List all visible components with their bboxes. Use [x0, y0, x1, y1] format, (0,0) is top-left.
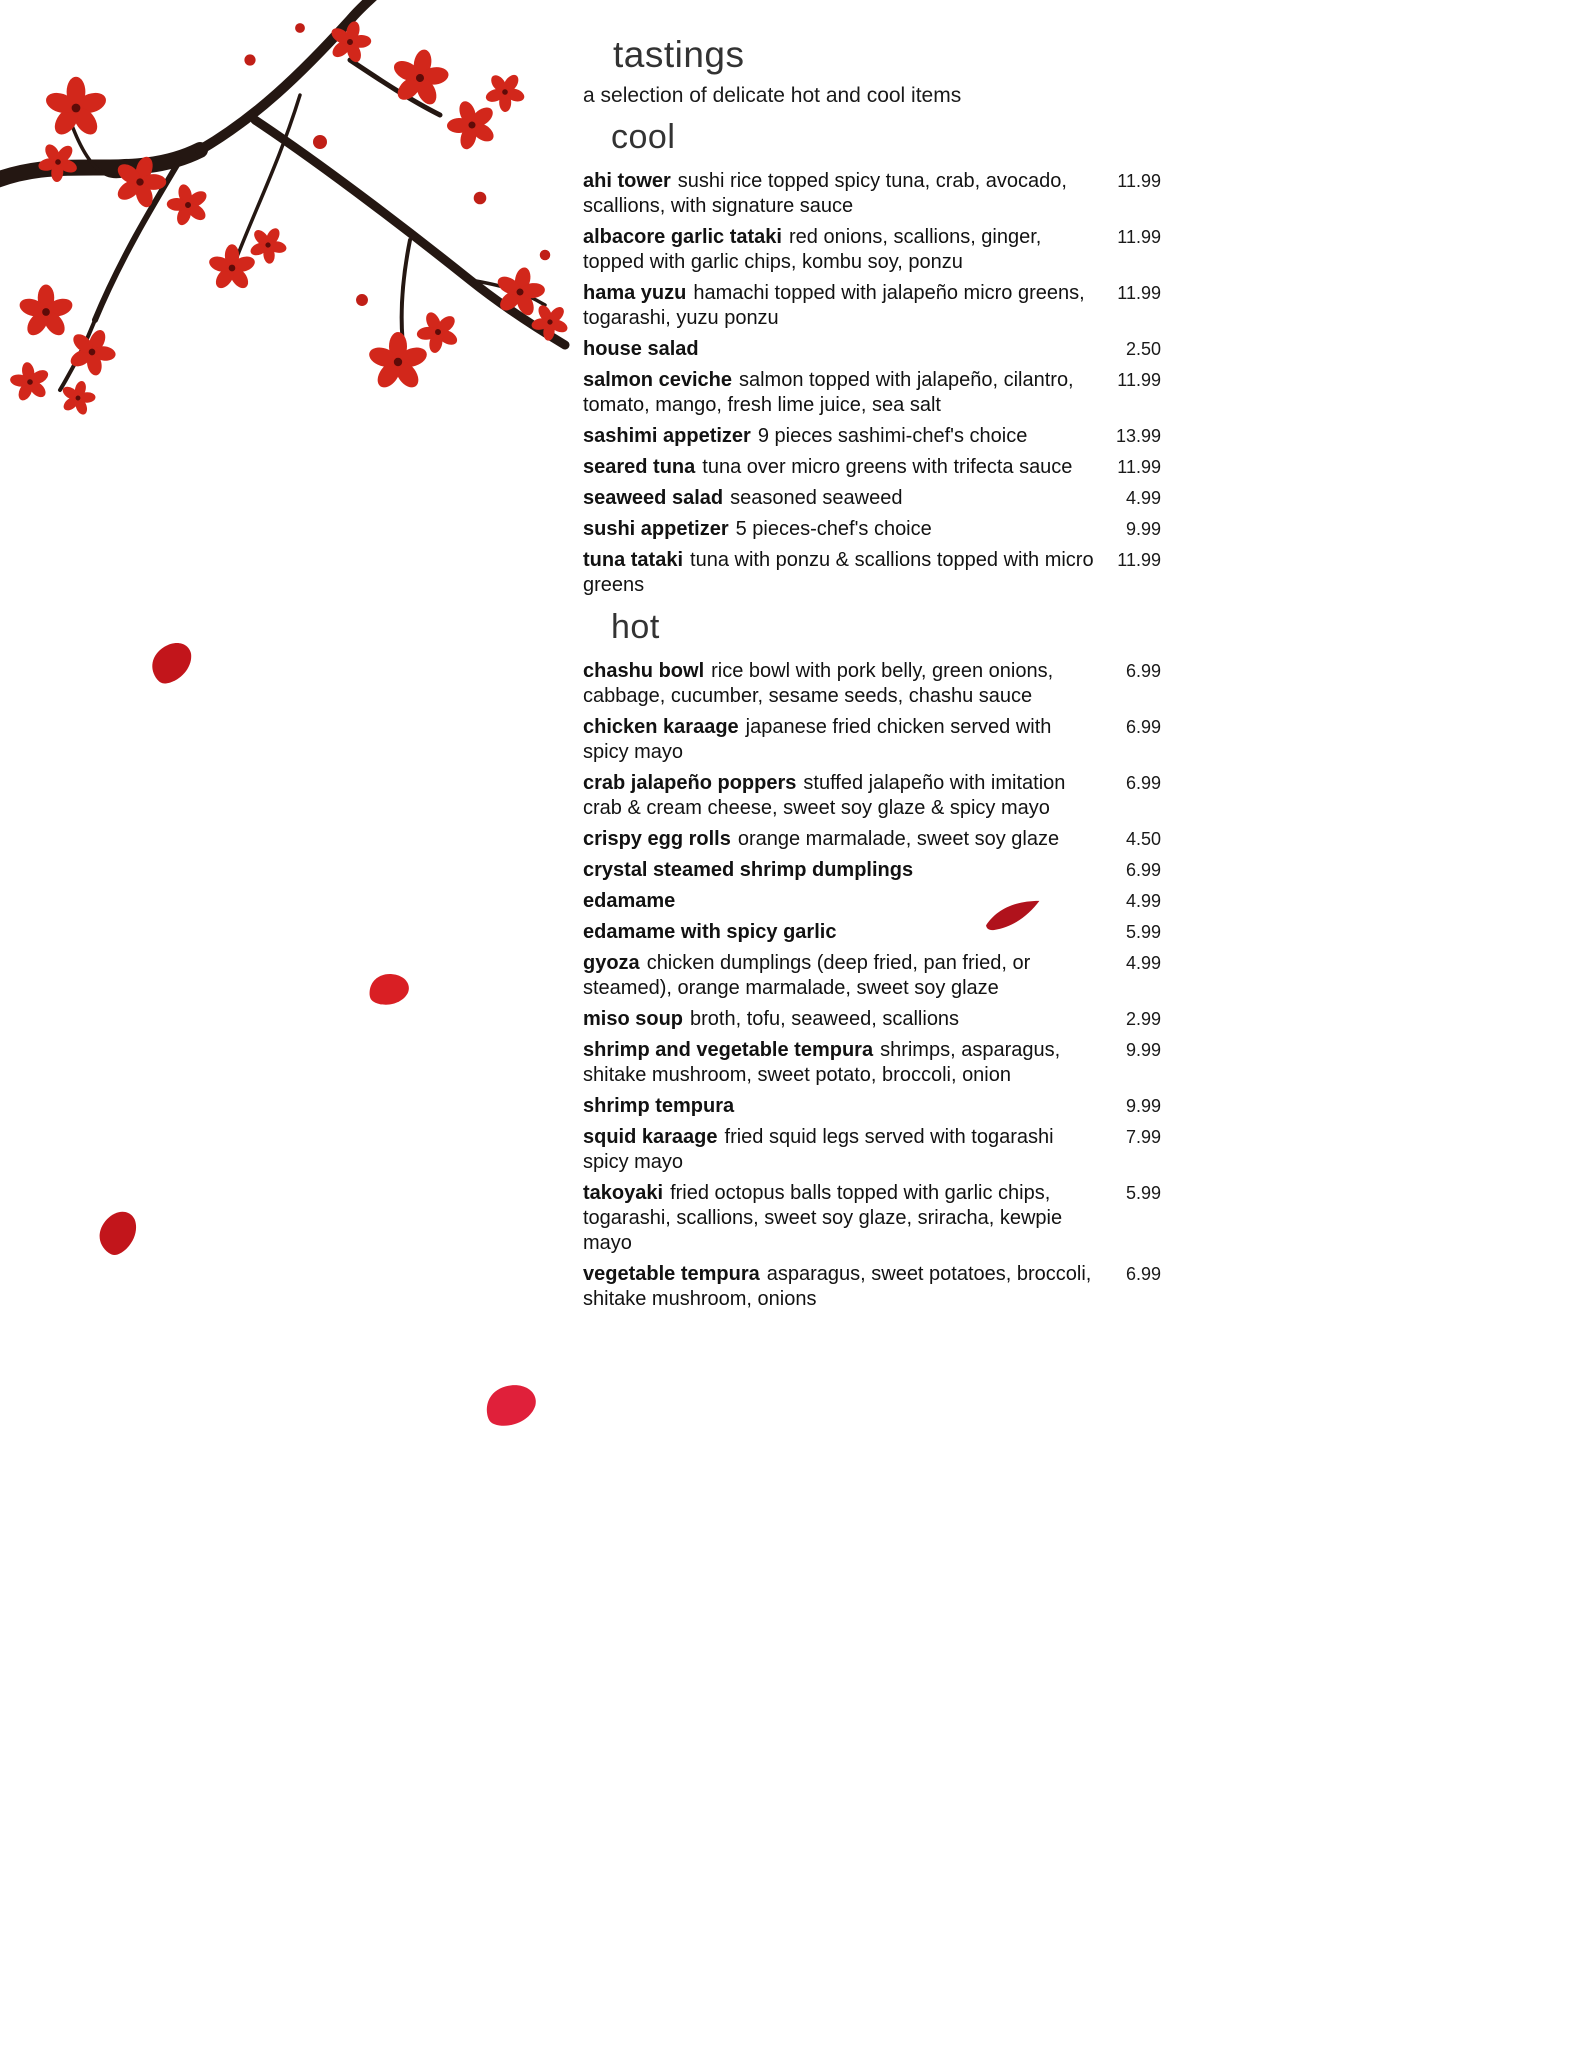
menu-item: [583, 951, 1161, 1001]
item-description: broth, tofu, seaweed, scallions: [690, 1008, 960, 1030]
menu-item-text: [583, 1094, 1099, 1119]
menu-item-text: [583, 1262, 1099, 1312]
menu-item: [583, 1125, 1161, 1175]
section-title-hot: hot: [611, 608, 660, 646]
item-description: fried octopus balls topped with garlic chips, togarashi, scallions, sweet soy glaze, sriracha, kewpie mayo: [583, 1182, 1063, 1254]
menu-item: [583, 920, 1161, 945]
item-price: 11.99: [1117, 283, 1161, 303]
item-price: 9.99: [1125, 1040, 1161, 1060]
item-price: 7.99: [1125, 1127, 1161, 1147]
item-price: 5.99: [1125, 922, 1161, 942]
menu-item: [583, 548, 1161, 598]
menu-item-text: [583, 455, 1099, 480]
sakura-petal: [144, 637, 201, 688]
menu-item: [583, 424, 1161, 449]
menu-item: [583, 771, 1161, 821]
item-description: orange marmalade, sweet soy glaze: [737, 828, 1060, 850]
menu-item-text: [583, 281, 1099, 331]
item-description: 9 pieces sashimi-chef's choice: [757, 425, 1028, 447]
item-price: 4.99: [1125, 488, 1161, 508]
menu-item: [583, 1181, 1161, 1256]
item-name: salmon ceviche: [583, 369, 732, 391]
item-name: crystal steamed shrimp dumplings: [583, 859, 914, 881]
menu-item: [583, 1038, 1161, 1088]
menu-item: [583, 455, 1161, 480]
sakura-petal: [88, 1204, 149, 1262]
item-price: 6.99: [1125, 860, 1161, 880]
page-subtitle: a selection of delicate hot and cool items: [583, 84, 962, 107]
menu-item-text: [583, 659, 1099, 709]
item-description: rice bowl with pork belly, green onions, cabbage, cucumber, sesame seeds, chashu sauce: [583, 660, 1054, 707]
item-description: seasoned seaweed: [730, 487, 903, 509]
item-name: vegetable tempura: [583, 1263, 760, 1285]
menu-item: [583, 337, 1161, 362]
item-description: stuffed jalapeño with imitation crab & cream cheese, sweet soy glaze & spicy mayo: [583, 772, 1066, 819]
item-description: fried squid legs served with togarashi spicy mayo: [583, 1126, 1054, 1173]
item-description: sushi rice topped spicy tuna, crab, avocado, scallions, with signature sauce: [583, 170, 1067, 217]
menu-item: [583, 715, 1161, 765]
menu-item-text: [583, 1125, 1099, 1175]
item-name: ahi tower: [583, 170, 671, 192]
item-price: 9.99: [1125, 1096, 1161, 1116]
menu-item-text: [583, 1007, 1099, 1032]
item-price: 4.99: [1125, 953, 1161, 973]
item-name: chicken karaage: [583, 716, 739, 738]
item-name: shrimp tempura: [583, 1095, 735, 1117]
menu-item: [583, 827, 1161, 852]
item-name: seaweed salad: [583, 487, 724, 509]
menu-item: [583, 517, 1161, 542]
item-name: takoyaki: [583, 1182, 664, 1204]
sakura-petal: [479, 1378, 542, 1433]
menu-item: [583, 486, 1161, 511]
item-price: 11.99: [1117, 370, 1161, 390]
menu-item: [583, 889, 1161, 914]
item-price: 2.50: [1125, 339, 1161, 359]
item-price: 11.99: [1117, 227, 1161, 247]
item-description: 5 pieces-chef's choice: [735, 518, 932, 540]
menu-item-text: [583, 1038, 1099, 1088]
menu-item: [583, 659, 1161, 709]
item-price: 6.99: [1125, 1264, 1161, 1284]
item-name: tuna tataki: [583, 549, 684, 571]
item-name: chashu bowl: [583, 660, 705, 682]
item-name: house salad: [583, 338, 699, 360]
menu-sections: [583, 118, 1161, 1312]
item-description: salmon topped with jalapeño, cilantro, tomato, mango, fresh lime juice, sea salt: [583, 369, 1074, 416]
section-title-cool: cool: [611, 118, 676, 156]
item-name: hama yuzu: [583, 282, 687, 304]
menu-item-text: [583, 486, 1099, 511]
item-name: crispy egg rolls: [583, 828, 731, 850]
item-name: sushi appetizer: [583, 518, 729, 540]
menu-item-text: [583, 368, 1099, 418]
item-name: edamame with spicy garlic: [583, 921, 837, 943]
menu-item-text: [583, 858, 1099, 883]
menu-item-text: [583, 771, 1099, 821]
menu-item: [583, 1262, 1161, 1312]
item-description: chicken dumplings (deep fried, pan fried, or steamed), orange marmalade, sweet soy glaze: [583, 952, 1031, 999]
item-price: 4.99: [1125, 891, 1161, 911]
menu-item-text: [583, 920, 1099, 945]
item-description: tuna over micro greens with trifecta sauce: [702, 456, 1073, 478]
menu-item-text: [583, 889, 1099, 914]
item-name: shrimp and vegetable tempura: [583, 1039, 874, 1061]
item-price: 13.99: [1115, 426, 1161, 446]
item-description: tuna with ponzu & scallions topped with micro greens: [583, 549, 1094, 596]
item-description: asparagus, sweet potatoes, broccoli, shitake mushroom, onions: [583, 1263, 1092, 1310]
item-name: edamame: [583, 890, 676, 912]
item-price: 4.50: [1125, 829, 1161, 849]
cherry-blossom-svg: [0, 0, 580, 470]
item-price: 5.99: [1125, 1183, 1161, 1203]
menu-item: [583, 1007, 1161, 1032]
item-description: red onions, scallions, ginger, topped with garlic chips, kombu soy, ponzu: [583, 226, 1042, 273]
item-price: 6.99: [1125, 773, 1161, 793]
item-description: shrimps, asparagus, shitake mushroom, sweet potato, broccoli, onion: [583, 1039, 1061, 1086]
item-price: 9.99: [1125, 519, 1161, 539]
menu-item: [583, 1094, 1161, 1119]
menu-item-text: [583, 225, 1099, 275]
menu-item-text: [583, 548, 1099, 598]
item-name: miso soup: [583, 1008, 684, 1030]
item-description: japanese fried chicken served with spicy mayo: [583, 716, 1052, 763]
item-price: 11.99: [1117, 171, 1161, 191]
menu-item-text: [583, 715, 1099, 765]
menu-item-text: [583, 951, 1099, 1001]
item-name: squid karaage: [583, 1126, 718, 1148]
item-name: sashimi appetizer: [583, 425, 751, 447]
menu-item: [583, 281, 1161, 331]
menu-item: [583, 858, 1161, 883]
sakura-petal: [363, 966, 415, 1014]
menu-item: [583, 225, 1161, 275]
item-price: 6.99: [1125, 661, 1161, 681]
menu-item-text: [583, 337, 1099, 362]
item-name: crab jalapeño poppers: [583, 772, 797, 794]
page-title: tastings: [613, 34, 745, 75]
item-price: 11.99: [1117, 550, 1161, 570]
menu-item-text: [583, 827, 1099, 852]
menu-item-text: [583, 424, 1099, 449]
cherry-blossom-branch-illustration: [0, 0, 580, 470]
item-price: 2.99: [1125, 1009, 1161, 1029]
menu-item-text: [583, 517, 1099, 542]
item-price: 11.99: [1117, 457, 1161, 477]
menu-item-text: [583, 169, 1099, 219]
item-price: 6.99: [1125, 717, 1161, 737]
item-name: gyoza: [583, 952, 640, 974]
menu-item-text: [583, 1181, 1099, 1256]
menu-item: [583, 368, 1161, 418]
item-name: seared tuna: [583, 456, 696, 478]
menu-column: [583, 34, 1161, 1318]
item-description: hamachi topped with jalapeño micro greens, togarashi, yuzu ponzu: [583, 282, 1085, 329]
item-name: albacore garlic tataki: [583, 226, 782, 248]
menu-item: [583, 169, 1161, 219]
